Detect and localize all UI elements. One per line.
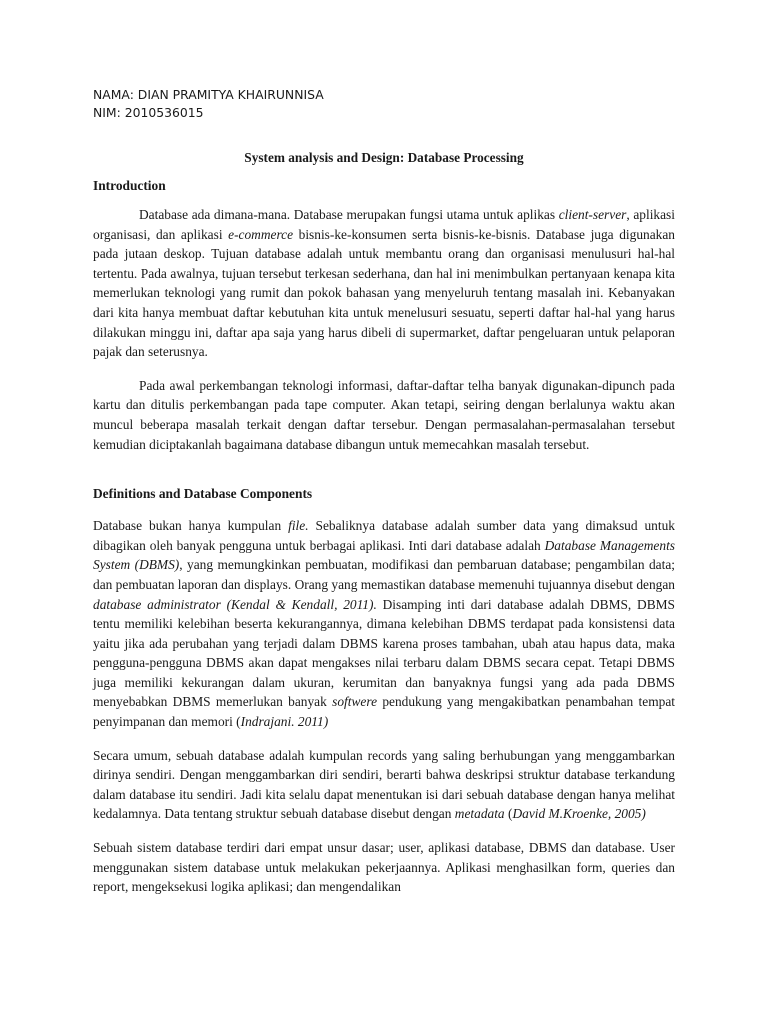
text-run: pendukung yang mengakibatkan penambahan tempat penyimpanan dan memori ( bbox=[93, 694, 675, 730]
text-run: Sebuah sistem database terdiri dari empat unsur dasar; user, aplikasi database, DBMS dan database. User menggunakan sistem database untuk melakukan pekerjaannya. Aplikasi menghasilkan form, queries dan report, mengeksekusi logika aplikasi; dan mengendalikan bbox=[93, 840, 675, 895]
italic-text: softwere bbox=[332, 694, 378, 710]
paragraph bbox=[93, 838, 675, 897]
text-run: Secara umum, sebuah database adalah kumpulan records yang saling berhubungan yang menggambarkan dirinya sendiri. Dengan menggambarkan diri sendiri, berarti bahwa deskripsi struktur database terkandung dalam database itu sendiri. Jadi kita selalu dapat menentukan isi dari sebuah database dengan hanya melihat kedalamnya. Data tentang struktur sebuah database disebut dengan bbox=[93, 747, 675, 822]
italic-text: file. bbox=[288, 518, 309, 534]
italic-text: David M.Kroenke, 2005) bbox=[512, 806, 646, 822]
text-run: Pada awal perkembangan teknologi informasi, daftar-daftar telha banyak digunakan-dipunch pada kartu dan ditulis perkembangan pada tape computer. Akan tetapi, seiring dengan berlalunya waktu akan muncul beberapa masalah terkait dengan daftar tersebur. Dengan permasalahan-permasalahan tersebut kemudian diciptakanlah bagaimana database dibangun untuk memecahkan masalah tersebut. bbox=[93, 377, 675, 452]
text-run: Sebaliknya database adalah sumber data yang dimaksud untuk dibagikan oleh banyak pengguna untuk berbagai aplikasi. Inti dari database adalah bbox=[93, 518, 675, 553]
text-run: bisnis-ke-konsumen serta bisnis-ke-bisnis. Database juga digunakan pada jutaan deskop. Tujuan database adalah untuk membantu orang dan organisasi menulusuri hal-hal tertentu. Pada awalnya, tujuan tersebut terkesan sederhana, dan hal ini menimbulkan pertanyaan kenapa kita memerlukan teknologi yang rumit dan pokok bahasan yang menyeluruh tentang masalah ini. Kebanyakan dari kita hanya membuat daftar kebutuhan kita untuk menelusuri sesuatu, seperti daftar hal-hal yang harus dilakukan minggu ini, daftar apa saja yang harus dibeli di supermarket, daftar pengeluaran untuk pelaporan pajak dan seterusnya. bbox=[93, 226, 675, 360]
section-heading-definitions: Definitions and Database Components bbox=[93, 486, 313, 502]
paragraph bbox=[93, 376, 675, 454]
text-run: , yang memungkinkan pembuatan, modifikasi dan pembaruan database; pengambilan data; dan pembuatan laporan dan displays. Orang yang memastikan database memenuhi tujuannya disebut dengan bbox=[93, 557, 675, 592]
italic-text: e-commerce bbox=[228, 226, 294, 242]
author-name: NAMA: DIAN PRAMITYA KHAIRUNNISA bbox=[93, 87, 324, 102]
italic-text: client-server bbox=[558, 207, 627, 222]
author-nim: NIM: 2010536015 bbox=[93, 105, 204, 120]
paragraph bbox=[93, 746, 675, 824]
author-block bbox=[93, 86, 675, 122]
italic-text: metadata bbox=[454, 806, 505, 822]
italic-text: Database Managements System (DBMS) bbox=[93, 537, 675, 573]
text-run: Disamping inti dari database adalah DBMS, DBMS tentu memiliki kelebihan beserta kekurangannya, dimana kelebihan DBMS terdapat pada konsistensi data yaitu jika ada perubahan yang terjadi dalam DBMS karena proses tambahan, ubah atau hapus data, maka pengguna-pengguna DBMS akan dapat mengakses nilai terbaru dalam DBMS secara cepat. Tetapi DBMS juga memiliki kekurangan dalam ukuran, kerumitan dan banyaknya fungsi yang ada pada DBMS menyebabkan DBMS memerlukan banyak bbox=[93, 596, 676, 710]
text-run: , aplikasi organisasi, dan aplikasi bbox=[93, 207, 675, 242]
italic-text: Indrajani. 2011) bbox=[240, 714, 329, 730]
paragraph bbox=[93, 516, 675, 732]
italic-text: database administrator (Kendal & Kendall, 2011). bbox=[93, 596, 377, 612]
text-run: ( bbox=[504, 806, 513, 822]
paragraph bbox=[93, 205, 675, 362]
section-heading-introduction: Introduction bbox=[93, 178, 166, 193]
document-title: System analysis and Design: Database Processing bbox=[244, 150, 524, 165]
text-run: Database ada dimana-mana. Database merupakan fungsi utama untuk aplikas bbox=[139, 207, 559, 222]
text-run: Database bukan hanya kumpulan bbox=[93, 518, 289, 534]
